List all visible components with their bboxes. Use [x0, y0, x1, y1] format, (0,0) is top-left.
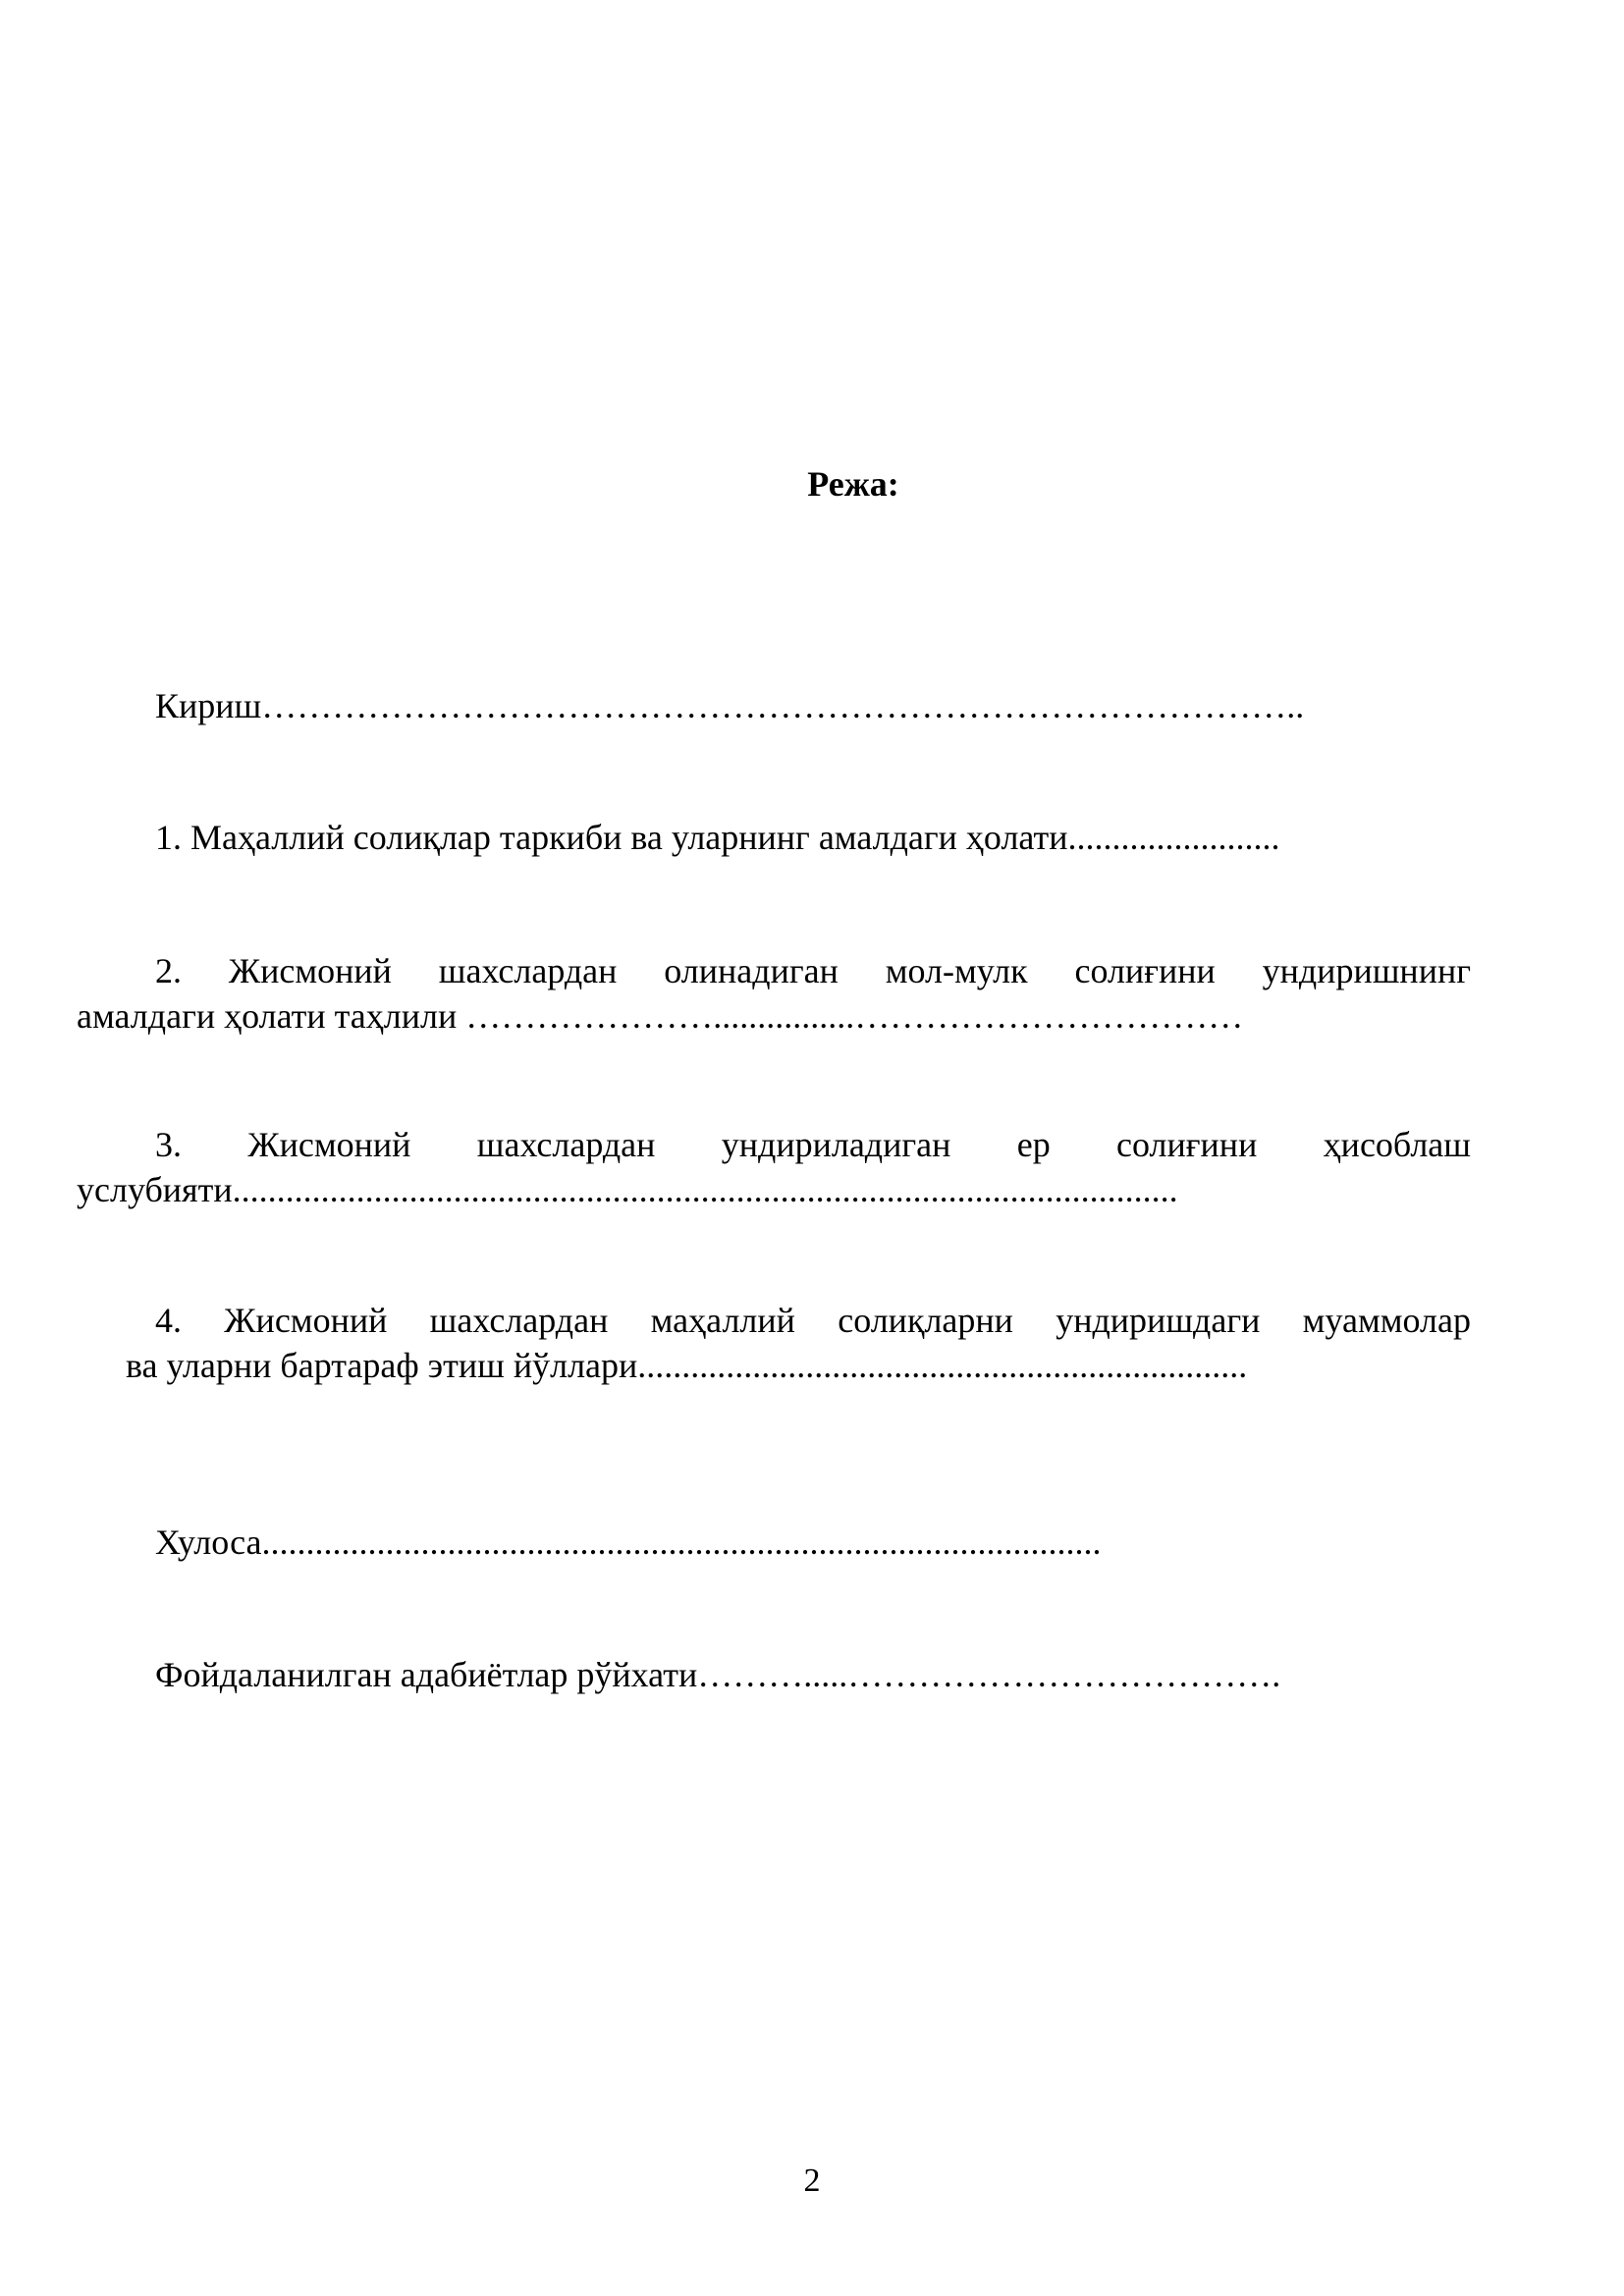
- page-title: Режа:: [807, 464, 899, 504]
- toc-intro-text: Кириш……………………………………………………………………………..: [155, 686, 1305, 725]
- toc-item-4-line-2: ва уларни бартараф этиш йўллари.....................................................................: [126, 1346, 1248, 1385]
- toc-item-2-line-1: 2. Жисмоний шахслардан олинадиган мол-мулк солиғини ундиришнинг: [155, 951, 1471, 990]
- toc-item-3-line-2: услубияти...........................................................................................................: [77, 1170, 1178, 1209]
- toc-item-references: [155, 1652, 1471, 1697]
- toc-item-1: [155, 815, 1471, 860]
- toc-item-4-line-1: 4. Жисмоний шахслардан маҳаллий солиқларни ундиришдаги муаммолар: [155, 1301, 1471, 1340]
- toc-references-text: Фойдаланилган адабиётлар рўйхати……….....……………………………….: [155, 1655, 1281, 1694]
- toc-item-conclusion: [155, 1520, 1471, 1565]
- toc-conclusion-text: Хулоса...............................................................................................: [155, 1522, 1102, 1562]
- toc-item-4: [126, 1298, 1471, 1388]
- toc-item-2-line-2: амалдаги ҳолати таҳлили …………………................……………………………: [77, 996, 1244, 1036]
- page-number: 2: [803, 2163, 821, 2199]
- toc-item-3-line-1: 3. Жисмоний шахслардан ундириладиган ер солиғини ҳисоблаш: [155, 1125, 1471, 1164]
- toc-item-intro: [155, 683, 1471, 728]
- toc-item-3: [77, 1122, 1471, 1212]
- toc-item-1-text: 1. Маҳаллий солиқлар таркиби ва уларнинг амалдаги ҳолати........................: [155, 818, 1280, 857]
- toc-item-2: [77, 948, 1471, 1039]
